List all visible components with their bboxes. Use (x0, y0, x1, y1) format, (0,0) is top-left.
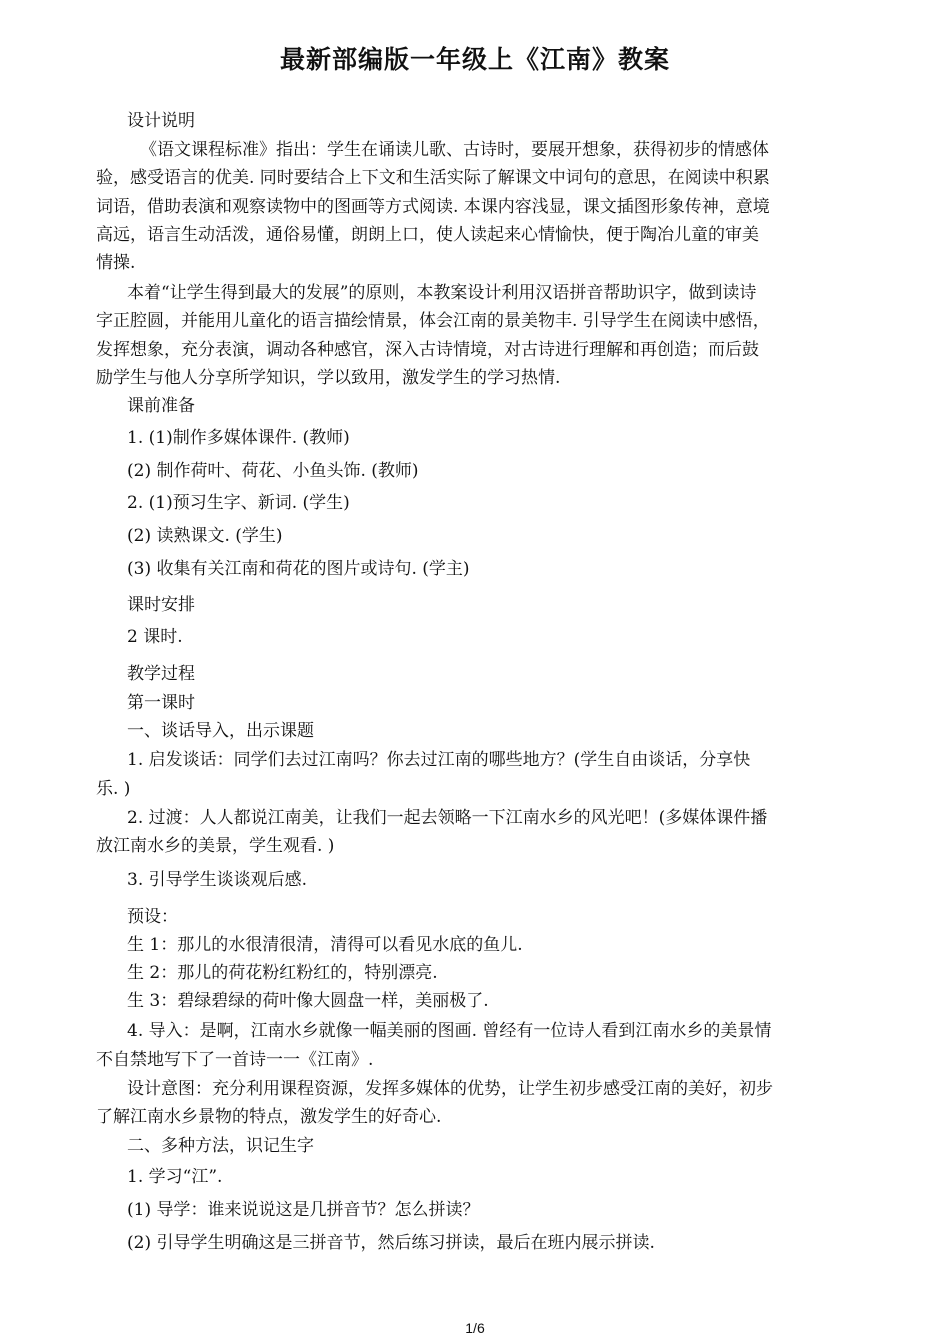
document-title: 最新部编版一年级上《江南》教案 (279, 45, 670, 74)
paragraph-line: 发挥想象，充分表演，调动各种感官，深入古诗情境，对古诗进行理解和再创造；而后鼓 (96, 340, 759, 360)
paragraph-line: 3. 引导学生谈谈观后感. (127, 870, 308, 890)
paragraph-line: 了解江南水乡景物的特点，激发学生的好奇心. (96, 1107, 442, 1127)
paragraph-line: 字正腔圆，并能用儿童化的语言描绘情景，体会江南的景美物丰. 引导学生在阅读中感悟， (96, 311, 770, 331)
section-heading: 一、谈话导入，出示课题 (127, 721, 314, 741)
section-heading: 二、多种方法，识记生字 (127, 1136, 314, 1156)
section-heading: 课前准备 (127, 396, 195, 416)
paragraph-line: 预设： (127, 907, 178, 927)
paragraph-line: 不自禁地写下了一首诗一一《江南》. (96, 1050, 374, 1070)
list-item: 1. (1)制作多媒体课件. (教师) (127, 428, 350, 448)
section-heading: 课时安排 (127, 595, 195, 615)
paragraph-line: 4. 导入：是啊，江南水乡就像一幅美丽的图画. 曾经有一位诗人看到江南水乡的美景情 (127, 1021, 772, 1041)
paragraph-line: 2. 过渡：人人都说江南美，让我们一起去领略一下江南水乡的风光吧！(多媒体课件播 (127, 808, 768, 828)
list-item: 1. 学习“江”. (127, 1167, 223, 1187)
paragraph-line: 本着“让学生得到最大的发展”的原则，本教案设计利用汉语拼音帮助识字，做到读诗 (127, 283, 757, 303)
paragraph-line: 生 3：碧绿碧绿的荷叶像大圆盘一样，美丽极了. (127, 991, 489, 1011)
paragraph-line: 乐. ) (96, 779, 131, 799)
paragraph-line: 励学生与他人分享所学知识，学以致用，激发学生的学习热情. (96, 368, 561, 388)
paragraph-line: 验，感受语言的优美. 同时要结合上下文和生活实际了解课文中词句的意思，在阅读中积累 (96, 168, 770, 188)
list-item: (1) 导学：谁来说说这是几拼音节？怎么拼读？ (127, 1200, 480, 1220)
paragraph-line: 2 课时. (127, 627, 183, 647)
paragraph-line: 设计意图：充分利用课程资源，发挥多媒体的优势，让学生初步感受江南的美好，初步 (127, 1079, 773, 1099)
list-item: 2. (1)预习生字、新词. (学生) (127, 493, 350, 513)
paragraph-line: 词语，借助表演和观察读物中的图画等方式阅读. 本课内容浅显，课文插图形象传神，意境 (96, 197, 770, 217)
paragraph-line: 高远，语言生动活泼，通俗易懂，朗朗上口，使人读起来心情愉快，便于陶冶儿童的审美 (96, 225, 759, 245)
list-item: (2) 引导学生明确这是三拼音节，然后练习拼读，最后在班内展示拼读. (127, 1233, 655, 1253)
paragraph-line: 放江南水乡的美景，学生观看. ) (96, 836, 335, 856)
section-heading: 教学过程 (127, 664, 195, 684)
paragraph-line: 情操. (96, 253, 136, 273)
paragraph-line: 《语文课程标准》指出：学生在诵读儿歌、古诗时，要展开想象，获得初步的情感体 (140, 140, 769, 160)
paragraph-line: 1. 启发谈话：同学们去过江南吗？你去过江南的哪些地方？(学生自由谈话，分享快 (127, 750, 751, 770)
list-item: (2) 制作荷叶、荷花、小鱼头饰. (教师) (127, 461, 419, 481)
section-heading: 设计说明 (127, 111, 195, 131)
paragraph-line: 生 1：那儿的水很清很清，清得可以看见水底的鱼儿. (127, 935, 523, 955)
list-item: (2) 读熟课文. (学生) (127, 526, 283, 546)
section-heading: 第一课时 (127, 693, 195, 713)
list-item: (3) 收集有关江南和荷花的图片或诗句. (学主) (127, 559, 470, 579)
page-number: 1/6 (465, 1320, 485, 1336)
paragraph-line: 生 2：那儿的荷花粉红粉红的，特别漂亮. (127, 963, 438, 983)
